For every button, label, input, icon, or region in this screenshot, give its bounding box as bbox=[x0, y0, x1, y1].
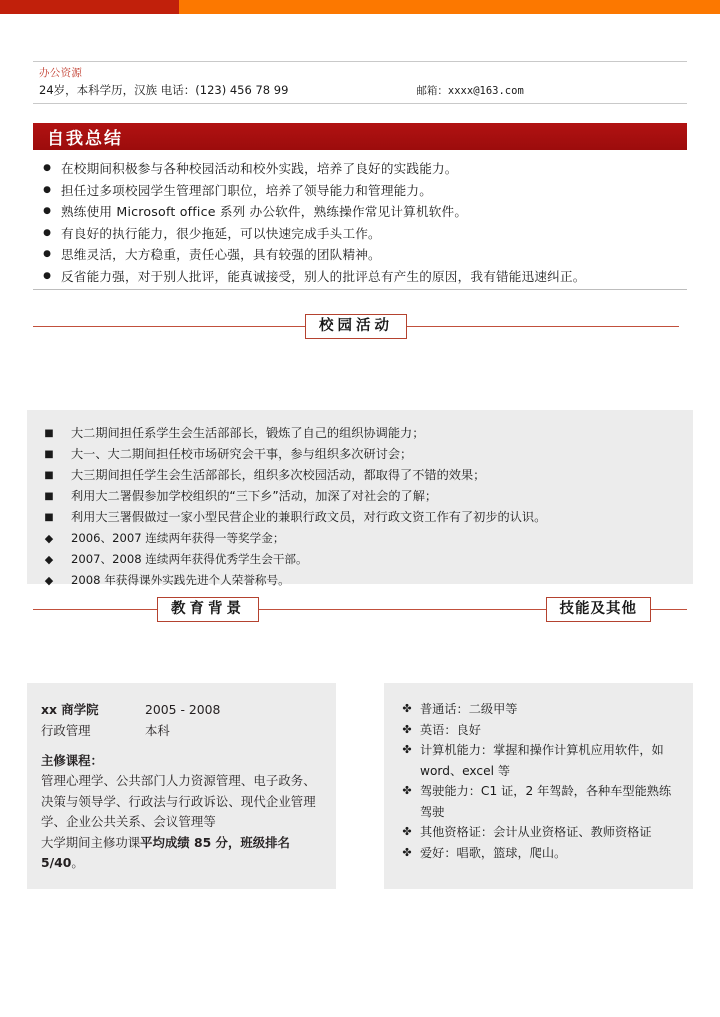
education-courses-text: 管理心理学、公共部门人力资源管理、电子政务、决策与领导学、行政法与行政诉讼、现代企业管理学、企业公共关系、会议管理等 bbox=[41, 773, 316, 829]
campus-activity-item bbox=[27, 486, 693, 507]
clover-bullet-icon: ✤ bbox=[402, 825, 412, 838]
skills-list bbox=[384, 683, 693, 863]
campus-activity-text: 大一、大二期间担任校市场研究会干事，参与组织多次研讨会； bbox=[71, 447, 413, 461]
campus-activity-text: 大三期间担任学生会生活部部长，组织多次校园活动，都取得了不错的效果； bbox=[71, 468, 486, 482]
campus-activity-item bbox=[27, 549, 693, 570]
skill-item-text: 爱好：唱歌，篮球，爬山。 bbox=[420, 845, 567, 860]
summary-bottom-rule bbox=[33, 289, 687, 290]
campus-activity-item bbox=[27, 423, 693, 444]
education-grade-line bbox=[41, 833, 322, 874]
campus-activity-item bbox=[27, 465, 693, 486]
skill-item-text: 英语：良好 bbox=[420, 722, 481, 737]
topbar-left-block bbox=[0, 0, 179, 14]
summary-item bbox=[33, 266, 693, 288]
summary-item bbox=[33, 201, 693, 223]
summary-item bbox=[33, 158, 693, 180]
self-summary-list bbox=[33, 158, 693, 287]
self-summary-banner bbox=[33, 123, 687, 150]
self-summary-title: 自我总结 bbox=[47, 129, 123, 149]
skill-item-text: 计算机能力：掌握和操作计算机应用软件，如 word、excel 等 bbox=[420, 743, 664, 778]
contact-basic-info: 24岁，本科学历，汉族 电话：(123) 456 78 99 bbox=[39, 83, 289, 97]
summary-item-text: 反省能力强，对于别人批评，能真诚接受，别人的批评总有产生的原因，我有错能迅速纠正。 bbox=[61, 268, 586, 284]
square-bullet-icon: ■ bbox=[44, 428, 54, 439]
skills-section-title: 技能及其他 bbox=[546, 597, 652, 622]
skill-item bbox=[394, 699, 683, 720]
campus-activity-text: 2006、2007 连续两年获得一等奖学金； bbox=[71, 531, 285, 545]
edu-skill-rule-middle bbox=[259, 609, 546, 610]
contact-bottom-rule bbox=[33, 103, 687, 104]
skill-rule-right bbox=[651, 609, 687, 610]
campus-activity-text: 大二期间担任系学生会生活部部长，锻炼了自己的组织协调能力； bbox=[71, 426, 425, 440]
skill-item-text: 普通话：二级甲等 bbox=[420, 702, 518, 716]
campus-activity-item bbox=[27, 528, 693, 549]
campus-section-header bbox=[33, 313, 687, 339]
square-bullet-icon: ■ bbox=[44, 470, 54, 481]
clover-bullet-icon: ✤ bbox=[402, 722, 412, 736]
education-section-title: 教育背景 bbox=[157, 597, 259, 622]
summary-item-text: 担任过多项校园学生管理部门职位，培养了领导能力和管理能力。 bbox=[61, 182, 433, 198]
summary-bullet-icon: ● bbox=[43, 249, 51, 259]
education-grade-suffix: 。 bbox=[71, 855, 84, 870]
summary-bullet-icon: ● bbox=[43, 270, 51, 281]
skill-item bbox=[394, 720, 683, 741]
campus-activity-text: 利用大三署假做过一家小型民营企业的兼职行政文员，对行政文资工作有了初步的认识。 bbox=[71, 510, 547, 524]
skill-item bbox=[394, 843, 683, 864]
diamond-bullet-icon: ◆ bbox=[44, 574, 54, 587]
summary-bullet-icon: ● bbox=[43, 163, 51, 173]
summary-bullet-icon: ● bbox=[43, 227, 51, 238]
diamond-bullet-icon: ◆ bbox=[44, 553, 54, 566]
summary-bullet-icon: ● bbox=[43, 184, 51, 195]
contact-band bbox=[33, 61, 687, 104]
skills-panel bbox=[384, 683, 693, 889]
clover-bullet-icon: ✤ bbox=[402, 845, 412, 859]
summary-item bbox=[33, 223, 693, 245]
campus-rule-right bbox=[407, 326, 679, 327]
summary-item-text: 思维灵活，大方稳重，责任心强，具有较强的团队精神。 bbox=[61, 247, 381, 262]
summary-item bbox=[33, 244, 693, 266]
summary-item bbox=[33, 180, 693, 202]
contact-line bbox=[39, 81, 681, 100]
skill-item bbox=[394, 822, 683, 843]
campus-activity-item bbox=[27, 507, 693, 528]
clover-bullet-icon: ✤ bbox=[402, 743, 412, 756]
campus-activity-list bbox=[27, 410, 693, 591]
summary-item-text: 有良好的执行能力，很少拖延，可以快速完成手头工作。 bbox=[61, 225, 381, 241]
campus-activity-text: 利用大二署假参加学校组织的“三下乡”活动，加深了对社会的了解； bbox=[71, 489, 438, 503]
campus-activity-text: 2007、2008 连续两年获得优秀学生会干部。 bbox=[71, 552, 308, 566]
campus-activity-text: 2008 年获得课外实践先进个人荣誉称号。 bbox=[71, 573, 290, 587]
education-degree: 本科 bbox=[145, 723, 170, 738]
clover-bullet-icon: ✤ bbox=[402, 702, 412, 715]
campus-activity-item bbox=[27, 570, 693, 591]
square-bullet-icon: ■ bbox=[44, 449, 54, 460]
summary-bullet-icon: ● bbox=[43, 206, 51, 216]
skill-item-text: 其他资格证：会计从业资格证、教师资格证 bbox=[420, 825, 652, 839]
summary-item-text: 在校期间积极参与各种校园活动和校外实践，培养了良好的实践能力。 bbox=[61, 161, 458, 176]
education-skills-section-header bbox=[33, 596, 687, 622]
campus-activity-item bbox=[27, 444, 693, 465]
education-major-row bbox=[41, 720, 322, 741]
contact-email: 邮箱：xxxx@163.com bbox=[416, 85, 524, 97]
campus-activity-panel bbox=[27, 410, 693, 587]
campus-rule-left bbox=[33, 326, 305, 327]
clover-bullet-icon: ✤ bbox=[402, 784, 412, 797]
org-name: 办公资源 bbox=[39, 67, 83, 79]
education-grade-prefix: 大学期间主修功课 bbox=[41, 834, 141, 850]
education-period: 2005 - 2008 bbox=[145, 702, 221, 717]
education-panel bbox=[27, 683, 336, 889]
skill-item-text: 驾驶能力：C1 证，2 年驾龄，各种车型能熟练驾驶 bbox=[420, 784, 672, 819]
edu-rule-left bbox=[33, 609, 157, 610]
campus-section-title: 校园活动 bbox=[305, 314, 407, 339]
education-courses-label: 主修课程： bbox=[41, 753, 103, 768]
diamond-bullet-icon: ◆ bbox=[44, 532, 54, 545]
education-school: xx 商学院 bbox=[41, 702, 99, 717]
square-bullet-icon: ■ bbox=[44, 512, 54, 523]
summary-item-text: 熟练使用 Microsoft office 系列 办公软件，熟练操作常见计算机软件。 bbox=[61, 204, 468, 219]
education-school-row bbox=[41, 699, 322, 720]
topbar-right-block bbox=[179, 0, 720, 14]
square-bullet-icon: ■ bbox=[44, 491, 54, 502]
education-major: 行政管理 bbox=[41, 723, 91, 738]
top-decorative-bar bbox=[0, 0, 720, 14]
skill-item bbox=[394, 781, 683, 822]
education-grade-highlight: 平均成绩 85 分，班级排名 5/40 bbox=[41, 834, 290, 870]
skill-item bbox=[394, 740, 683, 781]
